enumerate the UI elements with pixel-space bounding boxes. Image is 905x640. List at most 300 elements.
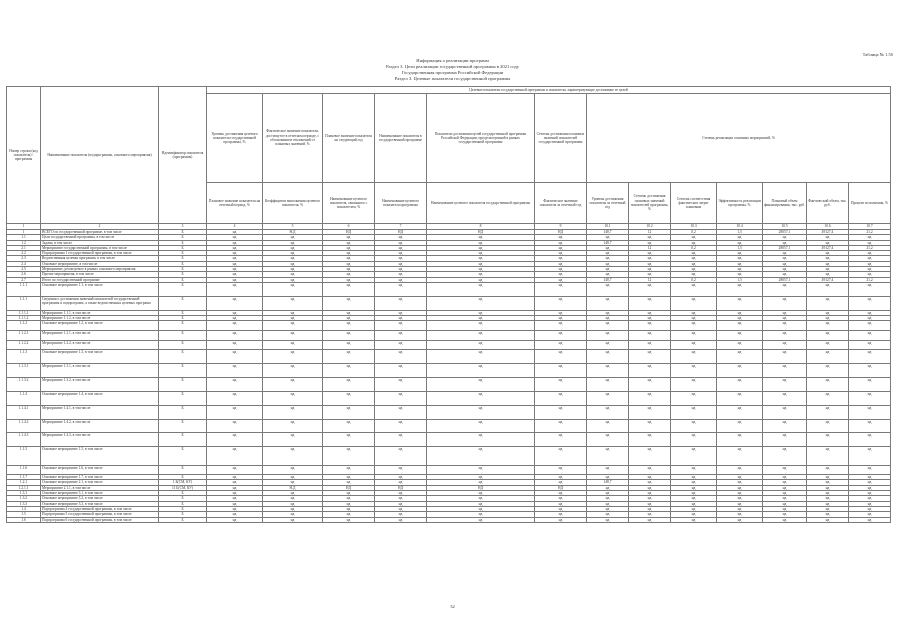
cell-value: нд	[629, 272, 671, 277]
table-row	[7, 465, 891, 475]
cell-value: нд	[849, 517, 891, 522]
cell-indicator-name: Основное мероприятие 1.4, в том числе	[41, 391, 159, 405]
cell-indicator-name: Мероприятие 1.1.2, в том числе	[41, 316, 159, 321]
cell-value: НД	[427, 230, 535, 235]
cell-indicator-name: Основное мероприятие, в том числе	[41, 261, 159, 266]
cell-value: нд	[671, 321, 717, 331]
cell-value: нд	[849, 350, 891, 364]
cell-value: нд	[375, 447, 427, 465]
cell-value: 12	[629, 245, 671, 250]
cell-value: нд	[207, 419, 263, 433]
cell-value: нд	[535, 405, 587, 419]
cell-value: Н,Д	[263, 230, 323, 235]
cell-value: нд	[807, 261, 849, 266]
cell-value: нд	[807, 330, 849, 340]
cell-value: нд	[849, 267, 891, 272]
cell-value: нд	[323, 340, 375, 350]
cell-value: 28057,1	[763, 245, 807, 250]
cell-value: нд	[263, 296, 323, 310]
column-index-cell: 10.6	[807, 224, 849, 230]
cell-value: нд	[323, 506, 375, 511]
cell-value: нд	[323, 447, 375, 465]
cell-value: нд	[323, 405, 375, 419]
cell-value: нд	[671, 512, 717, 517]
cell-value: нд	[763, 340, 807, 350]
cell-value: нд	[375, 282, 427, 296]
cell-value: нд	[263, 240, 323, 245]
cell-value: нд	[323, 330, 375, 340]
header-col-g-d: Эффективность реализации программы, %	[717, 183, 763, 224]
header-col-f-bottom: Фактическое значение показателя за отчетный год	[535, 183, 587, 224]
cell-value: нд	[717, 316, 763, 321]
cell-value: нд	[849, 501, 891, 506]
cell-value: нд	[427, 277, 535, 282]
cell-value: нд	[535, 512, 587, 517]
cell-indicator-name: Ведомственная целевая программа, в том числе	[41, 256, 159, 261]
cell-value: нд	[263, 491, 323, 496]
cell-value: 148,7	[587, 240, 629, 245]
cell-value: нд	[671, 350, 717, 364]
cell-value: нд	[587, 330, 629, 340]
cell-value: нд	[717, 512, 763, 517]
cell-value: нд	[427, 261, 535, 266]
cell-value: нд	[587, 377, 629, 391]
cell-value: нд	[323, 310, 375, 315]
cell-value: нд	[763, 235, 807, 240]
cell-unit-code: Б	[159, 330, 207, 340]
cell-row-no: 1.1.7	[7, 475, 41, 480]
cell-value: нд	[207, 267, 263, 272]
cell-value: нд	[587, 485, 629, 490]
header-col-g-e: Плановый объем финансирования, тыс. руб.	[763, 183, 807, 224]
cell-value: нд	[671, 310, 717, 315]
cell-value: нд	[263, 517, 323, 522]
cell-unit-code: 1 Б(СМ, КУ)	[159, 480, 207, 485]
cell-value: нд	[629, 350, 671, 364]
cell-unit-code: Б	[159, 405, 207, 419]
cell-value: нд	[375, 245, 427, 250]
cell-value: нд	[717, 391, 763, 405]
cell-value: нд	[717, 364, 763, 378]
cell-value: нд	[323, 321, 375, 331]
cell-value: нд	[427, 296, 535, 310]
cell-value: нд	[717, 491, 763, 496]
cell-row-no: 1.2.1.1	[7, 485, 41, 490]
cell-value: нд	[629, 235, 671, 240]
cell-value: нд	[375, 310, 427, 315]
cell-value: нд	[763, 256, 807, 261]
cell-indicator-name: Мероприятие 1.2.2, в том числе	[41, 340, 159, 350]
cell-value: нд	[323, 475, 375, 480]
cell-value: нд	[587, 491, 629, 496]
cell-indicator-name: Мероприятие 1.2.1, в том числе	[41, 330, 159, 340]
header-indicator-name: Наименование показателя (подпрограммы, основного мероприятия)	[41, 87, 159, 224]
cell-row-no: 1.1.1.2	[7, 316, 41, 321]
cell-value: нд	[629, 364, 671, 378]
cell-value: 148,7	[587, 277, 629, 282]
cell-value: нд	[849, 485, 891, 490]
cell-value: нд	[207, 340, 263, 350]
cell-value: нд	[535, 480, 587, 485]
cell-value: нд	[763, 240, 807, 245]
cell-value: нд	[263, 475, 323, 480]
cell-row-no: 2.5	[7, 267, 41, 272]
cell-unit-code: Б	[159, 321, 207, 331]
cell-value: нд	[263, 364, 323, 378]
cell-value: нд	[671, 364, 717, 378]
cell-row-no: 1.1.1	[7, 296, 41, 310]
cell-value: нд	[207, 485, 263, 490]
cell-indicator-name: Итого по государственной программе	[41, 277, 159, 282]
cell-value: нд	[207, 316, 263, 321]
cell-value: нд	[807, 350, 849, 364]
cell-value: нд	[535, 475, 587, 480]
table-number: Таблица № 1.5б	[862, 52, 893, 57]
cell-value: нд	[717, 350, 763, 364]
cell-value: нд	[427, 433, 535, 447]
cell-value: нд	[807, 267, 849, 272]
cell-row-no: 1.3.3	[7, 501, 41, 506]
document-header-line-3: Государственная программа Российской Федерации	[401, 70, 504, 75]
cell-value: нд	[323, 501, 375, 506]
cell-value: нд	[535, 350, 587, 364]
cell-value: нд	[763, 261, 807, 266]
cell-value: нд	[763, 480, 807, 485]
cell-value: нд	[207, 501, 263, 506]
cell-value: нд	[587, 475, 629, 480]
cell-indicator-name: Основное мероприятие 1.7, в том числе	[41, 475, 159, 480]
cell-value: нд	[671, 447, 717, 465]
cell-value: нд	[763, 447, 807, 465]
cell-value: нд	[717, 377, 763, 391]
cell-value: нд	[717, 251, 763, 256]
cell-value: нд	[323, 491, 375, 496]
cell-value: нд	[375, 340, 427, 350]
cell-row-no: 2.6	[7, 272, 41, 277]
cell-value: нд	[849, 512, 891, 517]
cell-indicator-name: Основное мероприятие 1.2, в том числе	[41, 321, 159, 331]
cell-value: нд	[849, 465, 891, 475]
cell-value: нд	[375, 506, 427, 511]
cell-value: нд	[849, 491, 891, 496]
cell-value: нд	[323, 282, 375, 296]
cell-indicator-name: Мероприятие, реализуемое в рамках основного мероприятия	[41, 267, 159, 272]
header-col-a-top: Уровень достижения целевого показателя государственной программы, %	[207, 94, 263, 183]
cell-value: нд	[207, 512, 263, 517]
cell-value: нд	[323, 465, 375, 475]
cell-indicator-name: Прочие мероприятия, в том числе	[41, 272, 159, 277]
cell-value: нд	[717, 480, 763, 485]
cell-value: нд	[535, 465, 587, 475]
cell-value: нд	[849, 240, 891, 245]
cell-value: нд	[763, 391, 807, 405]
cell-value: нд	[717, 240, 763, 245]
cell-value: нд	[807, 475, 849, 480]
cell-unit-code: Б	[159, 316, 207, 321]
cell-unit-code: Б	[159, 235, 207, 240]
cell-value: нд	[629, 447, 671, 465]
cell-value: нд	[207, 447, 263, 465]
cell-value: нд	[807, 517, 849, 522]
cell-value: нд	[375, 405, 427, 419]
cell-value: нд	[427, 517, 535, 522]
cell-value: нд	[849, 391, 891, 405]
cell-row-no: 1.1	[7, 235, 41, 240]
cell-value: нд	[807, 235, 849, 240]
cell-value: нд	[587, 261, 629, 266]
cell-value: 49127,4	[807, 230, 849, 235]
cell-row-no: 2.1	[7, 245, 41, 250]
cell-value: нд	[671, 391, 717, 405]
cell-value: нд	[207, 272, 263, 277]
cell-value: нд	[671, 377, 717, 391]
cell-value: нд	[535, 272, 587, 277]
cell-value: нд	[671, 251, 717, 256]
cell-value: нд	[375, 267, 427, 272]
cell-value: нд	[323, 267, 375, 272]
cell-value: 1,5	[717, 245, 763, 250]
cell-indicator-name: Основное мероприятие 3.3, в том числе	[41, 501, 159, 506]
cell-unit-code: Б	[159, 491, 207, 496]
cell-value: нд	[263, 261, 323, 266]
cell-value: нд	[427, 267, 535, 272]
cell-value: 1,5	[717, 277, 763, 282]
cell-value: нд	[535, 340, 587, 350]
cell-value: нд	[263, 419, 323, 433]
column-index-cell: 10.7	[849, 224, 891, 230]
cell-value: нд	[587, 506, 629, 511]
cell-value: нд	[263, 267, 323, 272]
cell-value: нд	[427, 350, 535, 364]
cell-value: нд	[375, 277, 427, 282]
cell-value: нд	[535, 391, 587, 405]
cell-value: нд	[263, 282, 323, 296]
cell-value: 49127,4	[807, 277, 849, 282]
cell-value: нд	[587, 517, 629, 522]
cell-value: нд	[629, 240, 671, 245]
cell-unit-code: Б	[159, 465, 207, 475]
header-col-e-bottom: Наименование целевого показателя государственной программы	[427, 183, 535, 224]
cell-unit-code: 11 Б(СМ, КУ)	[159, 485, 207, 490]
cell-value: нд	[763, 316, 807, 321]
cell-value: нд	[427, 321, 535, 331]
cell-value: нд	[207, 330, 263, 340]
cell-value: нд	[263, 251, 323, 256]
column-index-cell: 8	[427, 224, 535, 230]
cell-value: нд	[763, 475, 807, 480]
cell-value: нд	[207, 364, 263, 378]
cell-value: нд	[535, 235, 587, 240]
cell-value: нд	[535, 501, 587, 506]
cell-value: нд	[807, 405, 849, 419]
header-col-f-top: Степень достижения плановых значений показателей государственной программы	[535, 94, 587, 183]
cell-value: нд	[717, 235, 763, 240]
column-index-cell: 10.2	[629, 224, 671, 230]
cell-value: нд	[763, 310, 807, 315]
cell-row-no: 1.1.5	[7, 447, 41, 465]
header-col-d-top: Наименование показателя в государственной программе	[375, 94, 427, 183]
header-col-g-c: Степень соответствия фактических затрат плановым	[671, 183, 717, 224]
cell-value: нд	[323, 377, 375, 391]
cell-value: нд	[263, 272, 323, 277]
cell-value: нд	[629, 419, 671, 433]
cell-value: нд	[671, 485, 717, 490]
document-header-line-2: Раздел 3. Цели реализации государственной программы в 2021 году	[385, 64, 520, 69]
cell-row-no: 1.1.6	[7, 465, 41, 475]
cell-value: нд	[535, 447, 587, 465]
cell-indicator-name: Мероприятие 1.4.3, в том числе	[41, 433, 159, 447]
cell-value: нд	[763, 485, 807, 490]
cell-row-no: 1.1.4.2	[7, 419, 41, 433]
cell-value: нд	[207, 491, 263, 496]
cell-indicator-name: Мероприятие 2.1.1, в том числе	[41, 485, 159, 490]
cell-value: нд	[535, 277, 587, 282]
cell-value: нд	[849, 235, 891, 240]
cell-unit-code: Б	[159, 350, 207, 364]
cell-value: нд	[849, 433, 891, 447]
cell-value: 12	[629, 230, 671, 235]
cell-value: нд	[807, 251, 849, 256]
cell-value: нд	[427, 235, 535, 240]
table-row	[7, 282, 891, 296]
cell-value: нд	[535, 282, 587, 296]
cell-row-no: 1.5	[7, 512, 41, 517]
column-index-cell: 7	[375, 224, 427, 230]
cell-row-no: 1.1.3.1	[7, 364, 41, 378]
cell-value: нд	[763, 267, 807, 272]
cell-value: нд	[375, 272, 427, 277]
cell-indicator-name: Основное мероприятие 1.5, в том числе	[41, 447, 159, 465]
cell-value: нд	[849, 251, 891, 256]
cell-value: нд	[375, 364, 427, 378]
cell-unit-code: Б	[159, 512, 207, 517]
cell-value: нд	[207, 256, 263, 261]
cell-value: нд	[375, 475, 427, 480]
cell-value: нд	[375, 261, 427, 266]
cell-indicator-name: Задачи, в том числе	[41, 240, 159, 245]
cell-value: нд	[717, 321, 763, 331]
cell-value: нд	[671, 272, 717, 277]
cell-value: нд	[671, 296, 717, 310]
cell-row-no: 1.1.1	[7, 282, 41, 296]
cell-unit-code: Б	[159, 240, 207, 245]
cell-value: нд	[323, 316, 375, 321]
cell-value: нд	[535, 267, 587, 272]
header-col-d-bottom: Наименование целевого показателя программы	[375, 183, 427, 224]
cell-value: нд	[323, 496, 375, 501]
cell-value: нд	[427, 496, 535, 501]
cell-value: 1,5	[717, 230, 763, 235]
cell-unit-code: Б	[159, 364, 207, 378]
header-col-b-bottom: Коэффициент выполнения целевого показателя, %	[263, 183, 323, 224]
cell-value: нд	[323, 251, 375, 256]
cell-value: нд	[587, 282, 629, 296]
table-row	[7, 321, 891, 331]
cell-value: нд	[375, 391, 427, 405]
cell-value: нд	[807, 419, 849, 433]
cell-value: нд	[763, 377, 807, 391]
cell-row-no: 1.1.2.1	[7, 330, 41, 340]
cell-row-no: 1.2.1	[7, 480, 41, 485]
cell-value: нд	[629, 496, 671, 501]
cell-unit-code: Б	[159, 340, 207, 350]
cell-value: нд	[427, 506, 535, 511]
cell-value: нд	[323, 235, 375, 240]
cell-value: нд	[717, 261, 763, 266]
cell-value: нд	[323, 433, 375, 447]
cell-row-no: 1.1.2	[7, 321, 41, 331]
cell-value: нд	[671, 316, 717, 321]
cell-value: нд	[207, 261, 263, 266]
cell-indicator-name: Мероприятие 1.4.2, в том числе	[41, 419, 159, 433]
header-col-c-top: Плановое значение показателя на следующий год	[323, 94, 375, 183]
cell-value: нд	[375, 235, 427, 240]
header-col-g-f: Фактический объем, тыс. руб.	[807, 183, 849, 224]
cell-value: нд	[427, 377, 535, 391]
cell-value: 0,2	[671, 277, 717, 282]
cell-value: нд	[629, 491, 671, 496]
cell-value: нд	[535, 364, 587, 378]
cell-value: нд	[807, 447, 849, 465]
cell-value: нд	[717, 419, 763, 433]
cell-row-no: 1.1.3.2	[7, 377, 41, 391]
cell-unit-code: Б	[159, 296, 207, 310]
cell-value: нд	[629, 391, 671, 405]
cell-value: нд	[671, 330, 717, 340]
cell-value: нд	[763, 465, 807, 475]
table-body	[7, 230, 891, 523]
cell-value: нд	[671, 433, 717, 447]
cell-value: 148,7	[587, 480, 629, 485]
cell-value: нд	[263, 321, 323, 331]
header-col-e-top: Показатели достижения целей государственной программы Российской Федерации, предусмотренной в рамках государственной программы	[427, 94, 535, 183]
cell-value: нд	[587, 496, 629, 501]
cell-value: нд	[587, 391, 629, 405]
cell-value: нд	[375, 330, 427, 340]
cell-value: нд	[717, 506, 763, 511]
cell-unit-code: Б	[159, 251, 207, 256]
cell-value: нд	[427, 330, 535, 340]
cell-value: нд	[263, 512, 323, 517]
cell-value: нд	[717, 485, 763, 490]
cell-value: 21,2	[849, 277, 891, 282]
cell-value: нд	[807, 310, 849, 315]
cell-value: НД	[535, 485, 587, 490]
cell-value: нд	[807, 391, 849, 405]
cell-value: нд	[323, 272, 375, 277]
cell-value: нд	[587, 433, 629, 447]
cell-value: нд	[763, 272, 807, 277]
cell-value: нд	[375, 480, 427, 485]
cell-value: нд	[849, 475, 891, 480]
cell-value: нд	[849, 296, 891, 310]
cell-unit-code: Б	[159, 230, 207, 235]
cell-value: нд	[263, 377, 323, 391]
cell-value: нд	[427, 272, 535, 277]
cell-unit-code: Б	[159, 391, 207, 405]
cell-value: нд	[535, 506, 587, 511]
cell-value: нд	[717, 517, 763, 522]
column-index-cell: 9	[535, 224, 587, 230]
cell-value: нд	[207, 277, 263, 282]
cell-value: нд	[629, 485, 671, 490]
cell-value: нд	[717, 447, 763, 465]
cell-value: нд	[207, 480, 263, 485]
cell-value: нд	[763, 321, 807, 331]
cell-value: нд	[717, 256, 763, 261]
header-col-g-b: Степень достижения плановых значений показателей программы, %	[629, 183, 671, 224]
cell-value: нд	[629, 267, 671, 272]
